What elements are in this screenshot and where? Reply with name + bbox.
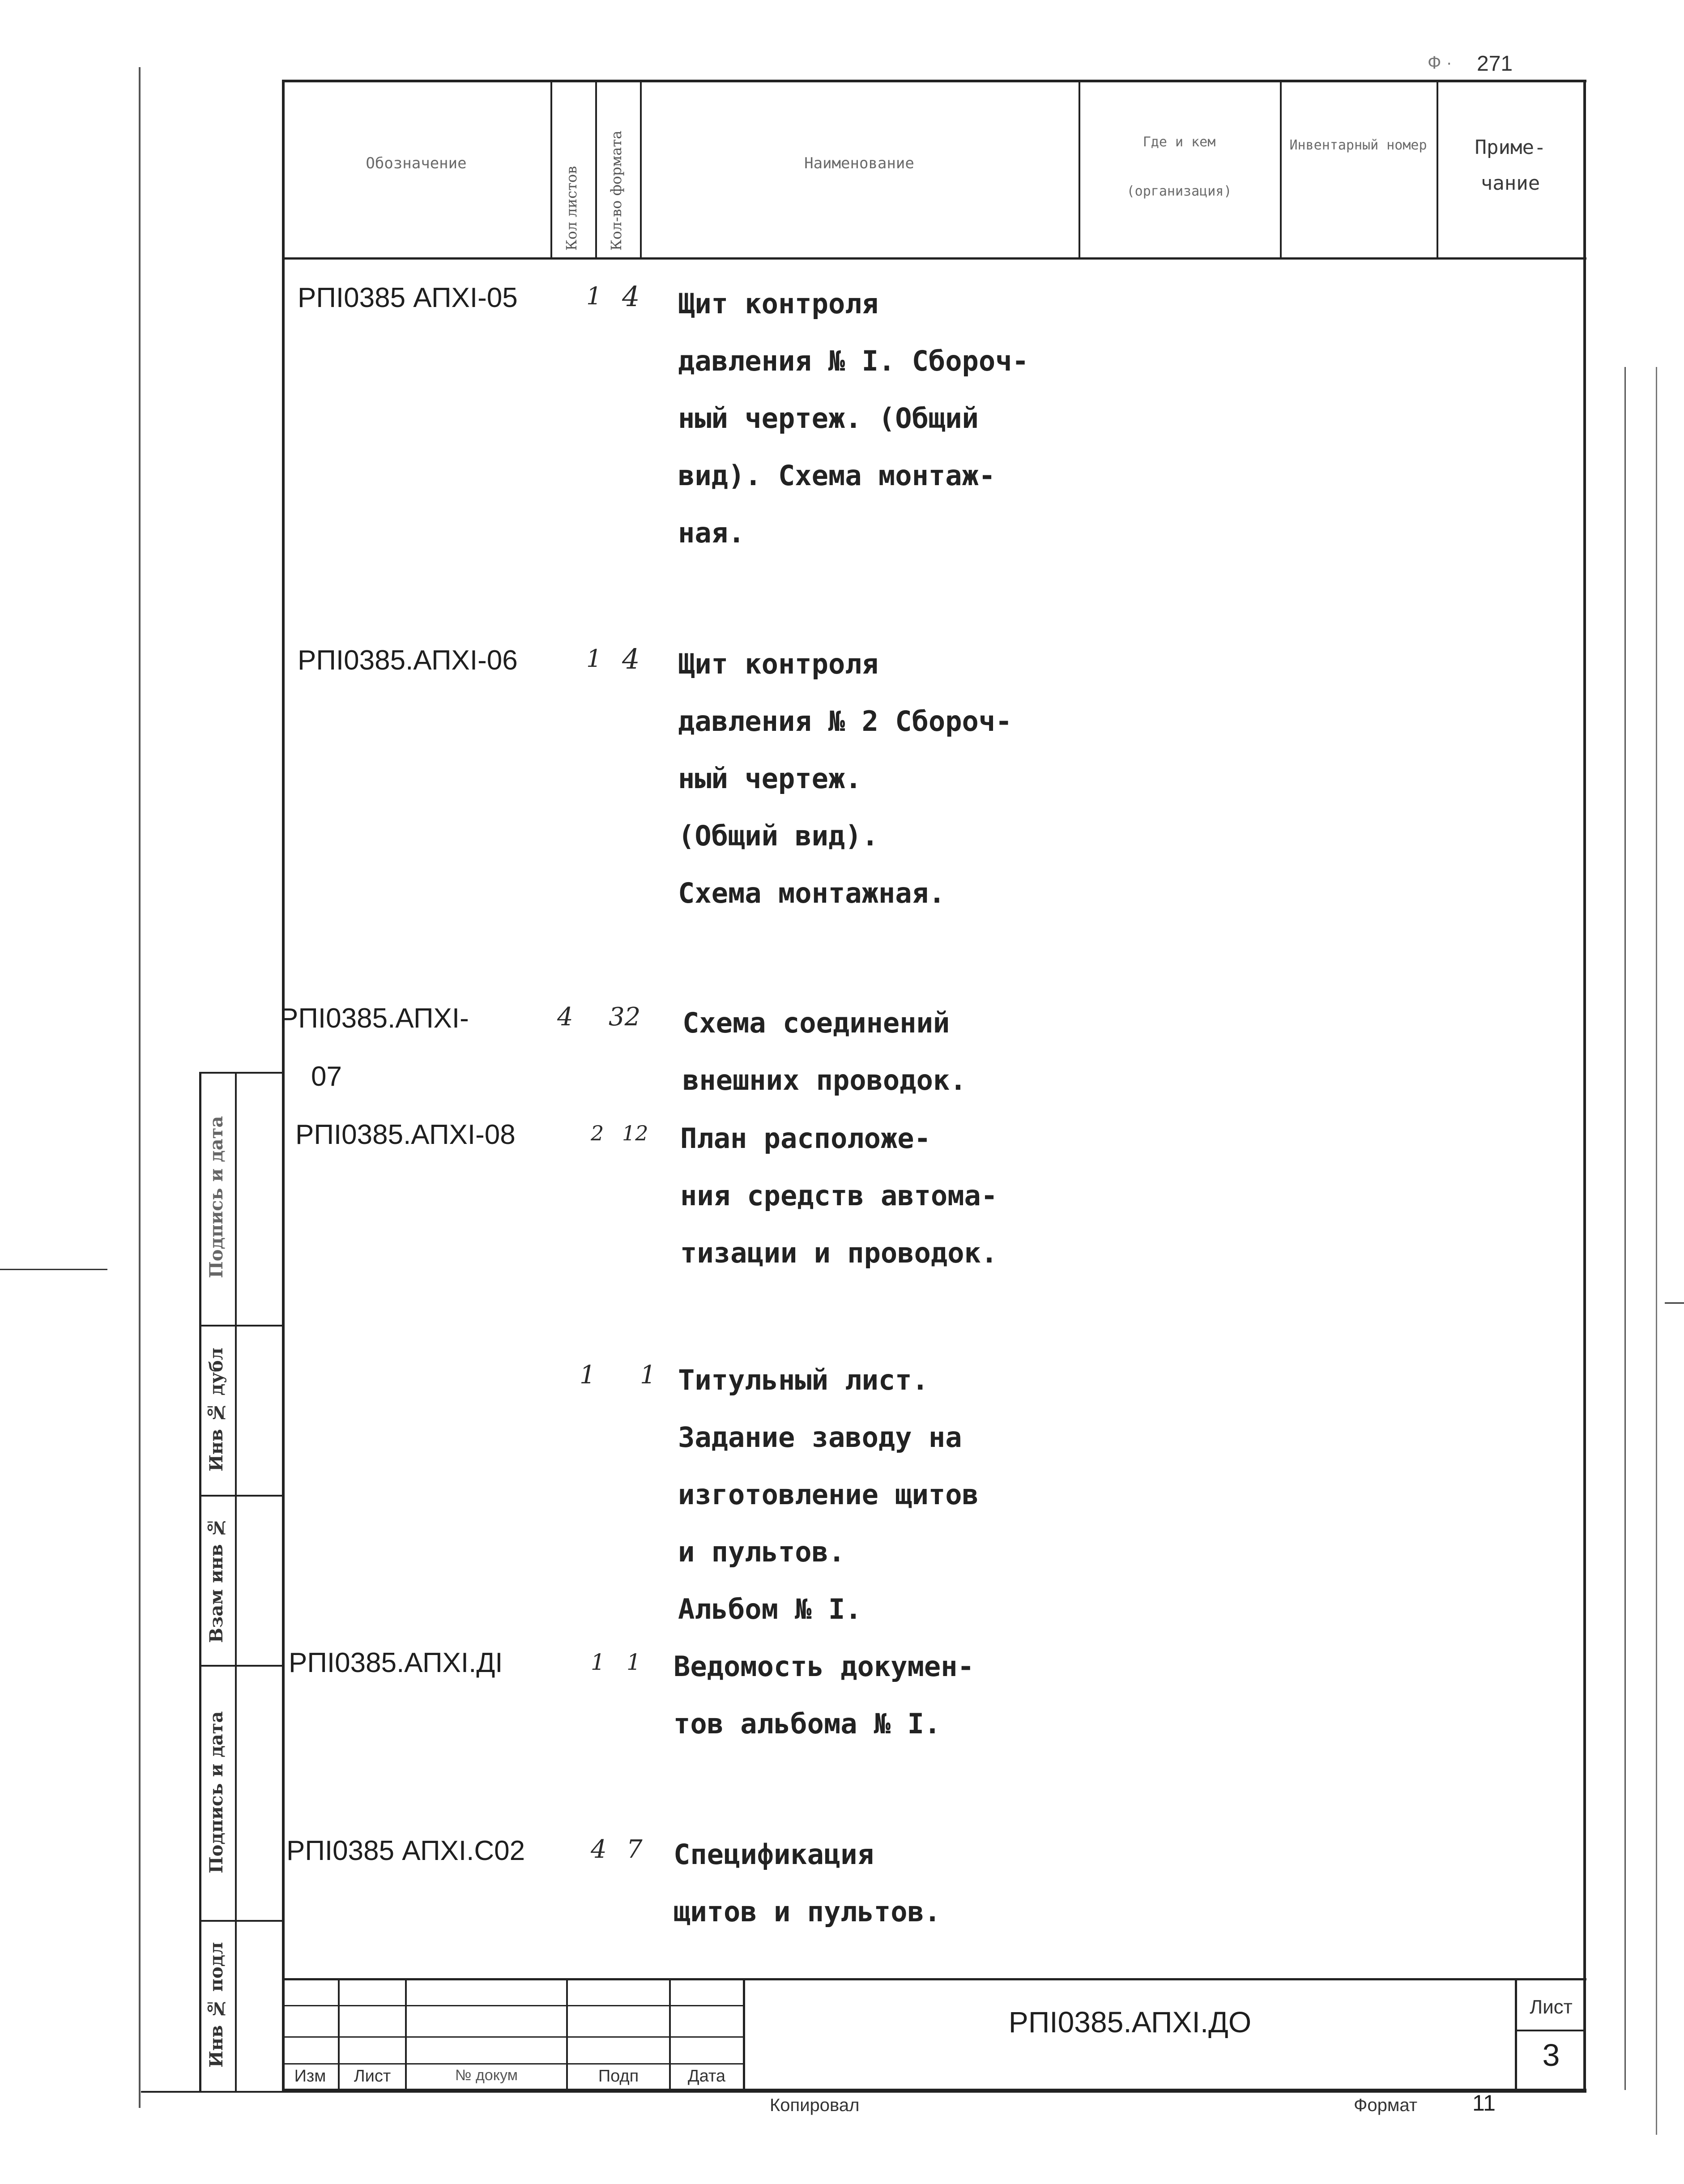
top-mark: 271 — [1477, 52, 1513, 76]
header-name: Наименование — [804, 154, 914, 172]
stamp-sign-date-2: Подпись и дата — [206, 1116, 227, 1279]
row-designation: РПI0385 АПХI-05 — [298, 282, 518, 313]
row-qty: 4 — [622, 643, 640, 675]
header-format-qty: Кол-во формата — [608, 130, 625, 251]
header-designation: Обозначение — [366, 154, 467, 172]
header-qty-sheets: Кол листов — [563, 166, 580, 251]
row-sheets: 4 — [591, 1835, 607, 1864]
stamp-vzam-inv: Взам инв № — [206, 1517, 227, 1643]
header-where-sent: Где и кем — [1143, 134, 1216, 150]
header-inv-number: Инвентарный номер — [1289, 137, 1427, 153]
row-qty: 32 — [609, 1002, 641, 1032]
row-sheets: 1 — [591, 1649, 605, 1675]
row-qty: 12 — [622, 1121, 648, 1145]
copied-label: Копировал — [770, 2095, 860, 2115]
format-value: 11 — [1472, 2090, 1496, 2116]
row-sheets: 1 — [586, 644, 602, 673]
row-description: Щит контроля давления № 2 Сбороч- ный чертеж. (Общий вид). Схема монтажная. — [678, 648, 1012, 909]
format-label: Формат — [1354, 2095, 1418, 2115]
col-list: Лист — [354, 2067, 391, 2086]
row-sheets: 4 — [557, 1002, 573, 1032]
header-where-sent2: (организация) — [1126, 183, 1232, 199]
col-date: Дата — [687, 2067, 726, 2086]
row-designation: РПI0385.АПХI-06 — [298, 645, 518, 676]
col-doc-num: № докум — [455, 2067, 518, 2084]
row-description: План расположе- ния средств автома- тизации и проводок. — [680, 1122, 998, 1269]
doc-code: РПI0385.АПХI.ДО — [1008, 2005, 1252, 2039]
col-izm: Изм — [294, 2067, 326, 2086]
sheet-number: 3 — [1542, 2038, 1560, 2073]
row-sheets: 1 — [586, 282, 602, 310]
row-description: Спецификация щитов и пультов. — [674, 1838, 941, 1928]
col-sign: Подп — [598, 2067, 639, 2086]
sheet-label: Лист — [1530, 1996, 1573, 2018]
row-qty: 4 — [622, 280, 640, 313]
row-description: Щит контроля давления № I. Сбороч- ный чертеж. (Общий вид). Схема монтаж- ная. — [678, 287, 1029, 549]
row-qty: 1 — [627, 1649, 641, 1675]
row-designation: РПI0385.АПХI-08 — [295, 1119, 516, 1150]
row-designation-cont: 07 — [311, 1061, 342, 1092]
row-qty: 7 — [627, 1835, 643, 1864]
row-sheets: 1 — [580, 1361, 596, 1390]
stamp-inv-podl: Инв № подл — [206, 1942, 227, 2068]
row-qty: 1 — [640, 1361, 656, 1390]
row-sheets: 2 — [591, 1121, 604, 1145]
row-description: Ведомость докумен- тов альбома № I. — [674, 1650, 974, 1740]
row-designation: РПI0385 АПХI.С02 — [286, 1835, 525, 1866]
row-designation: РПI0385.АПХI.ДI — [289, 1647, 503, 1678]
stamp-inv-dubl: Инв № дубл — [206, 1348, 227, 1472]
top-mark-prefix: Ф · — [1428, 53, 1452, 73]
row-description: Титульный лист. Задание заводу на изготовление щитов и пультов. Альбом № I. — [678, 1364, 979, 1625]
row-designation: РПI0385.АПХI- — [280, 1003, 469, 1034]
row-description: Схема соединений внешних проводок. — [682, 1007, 967, 1096]
stamp-sign-date-1: Подпись и дата — [206, 1711, 227, 1874]
header-note: Приме-чание — [1475, 136, 1546, 195]
